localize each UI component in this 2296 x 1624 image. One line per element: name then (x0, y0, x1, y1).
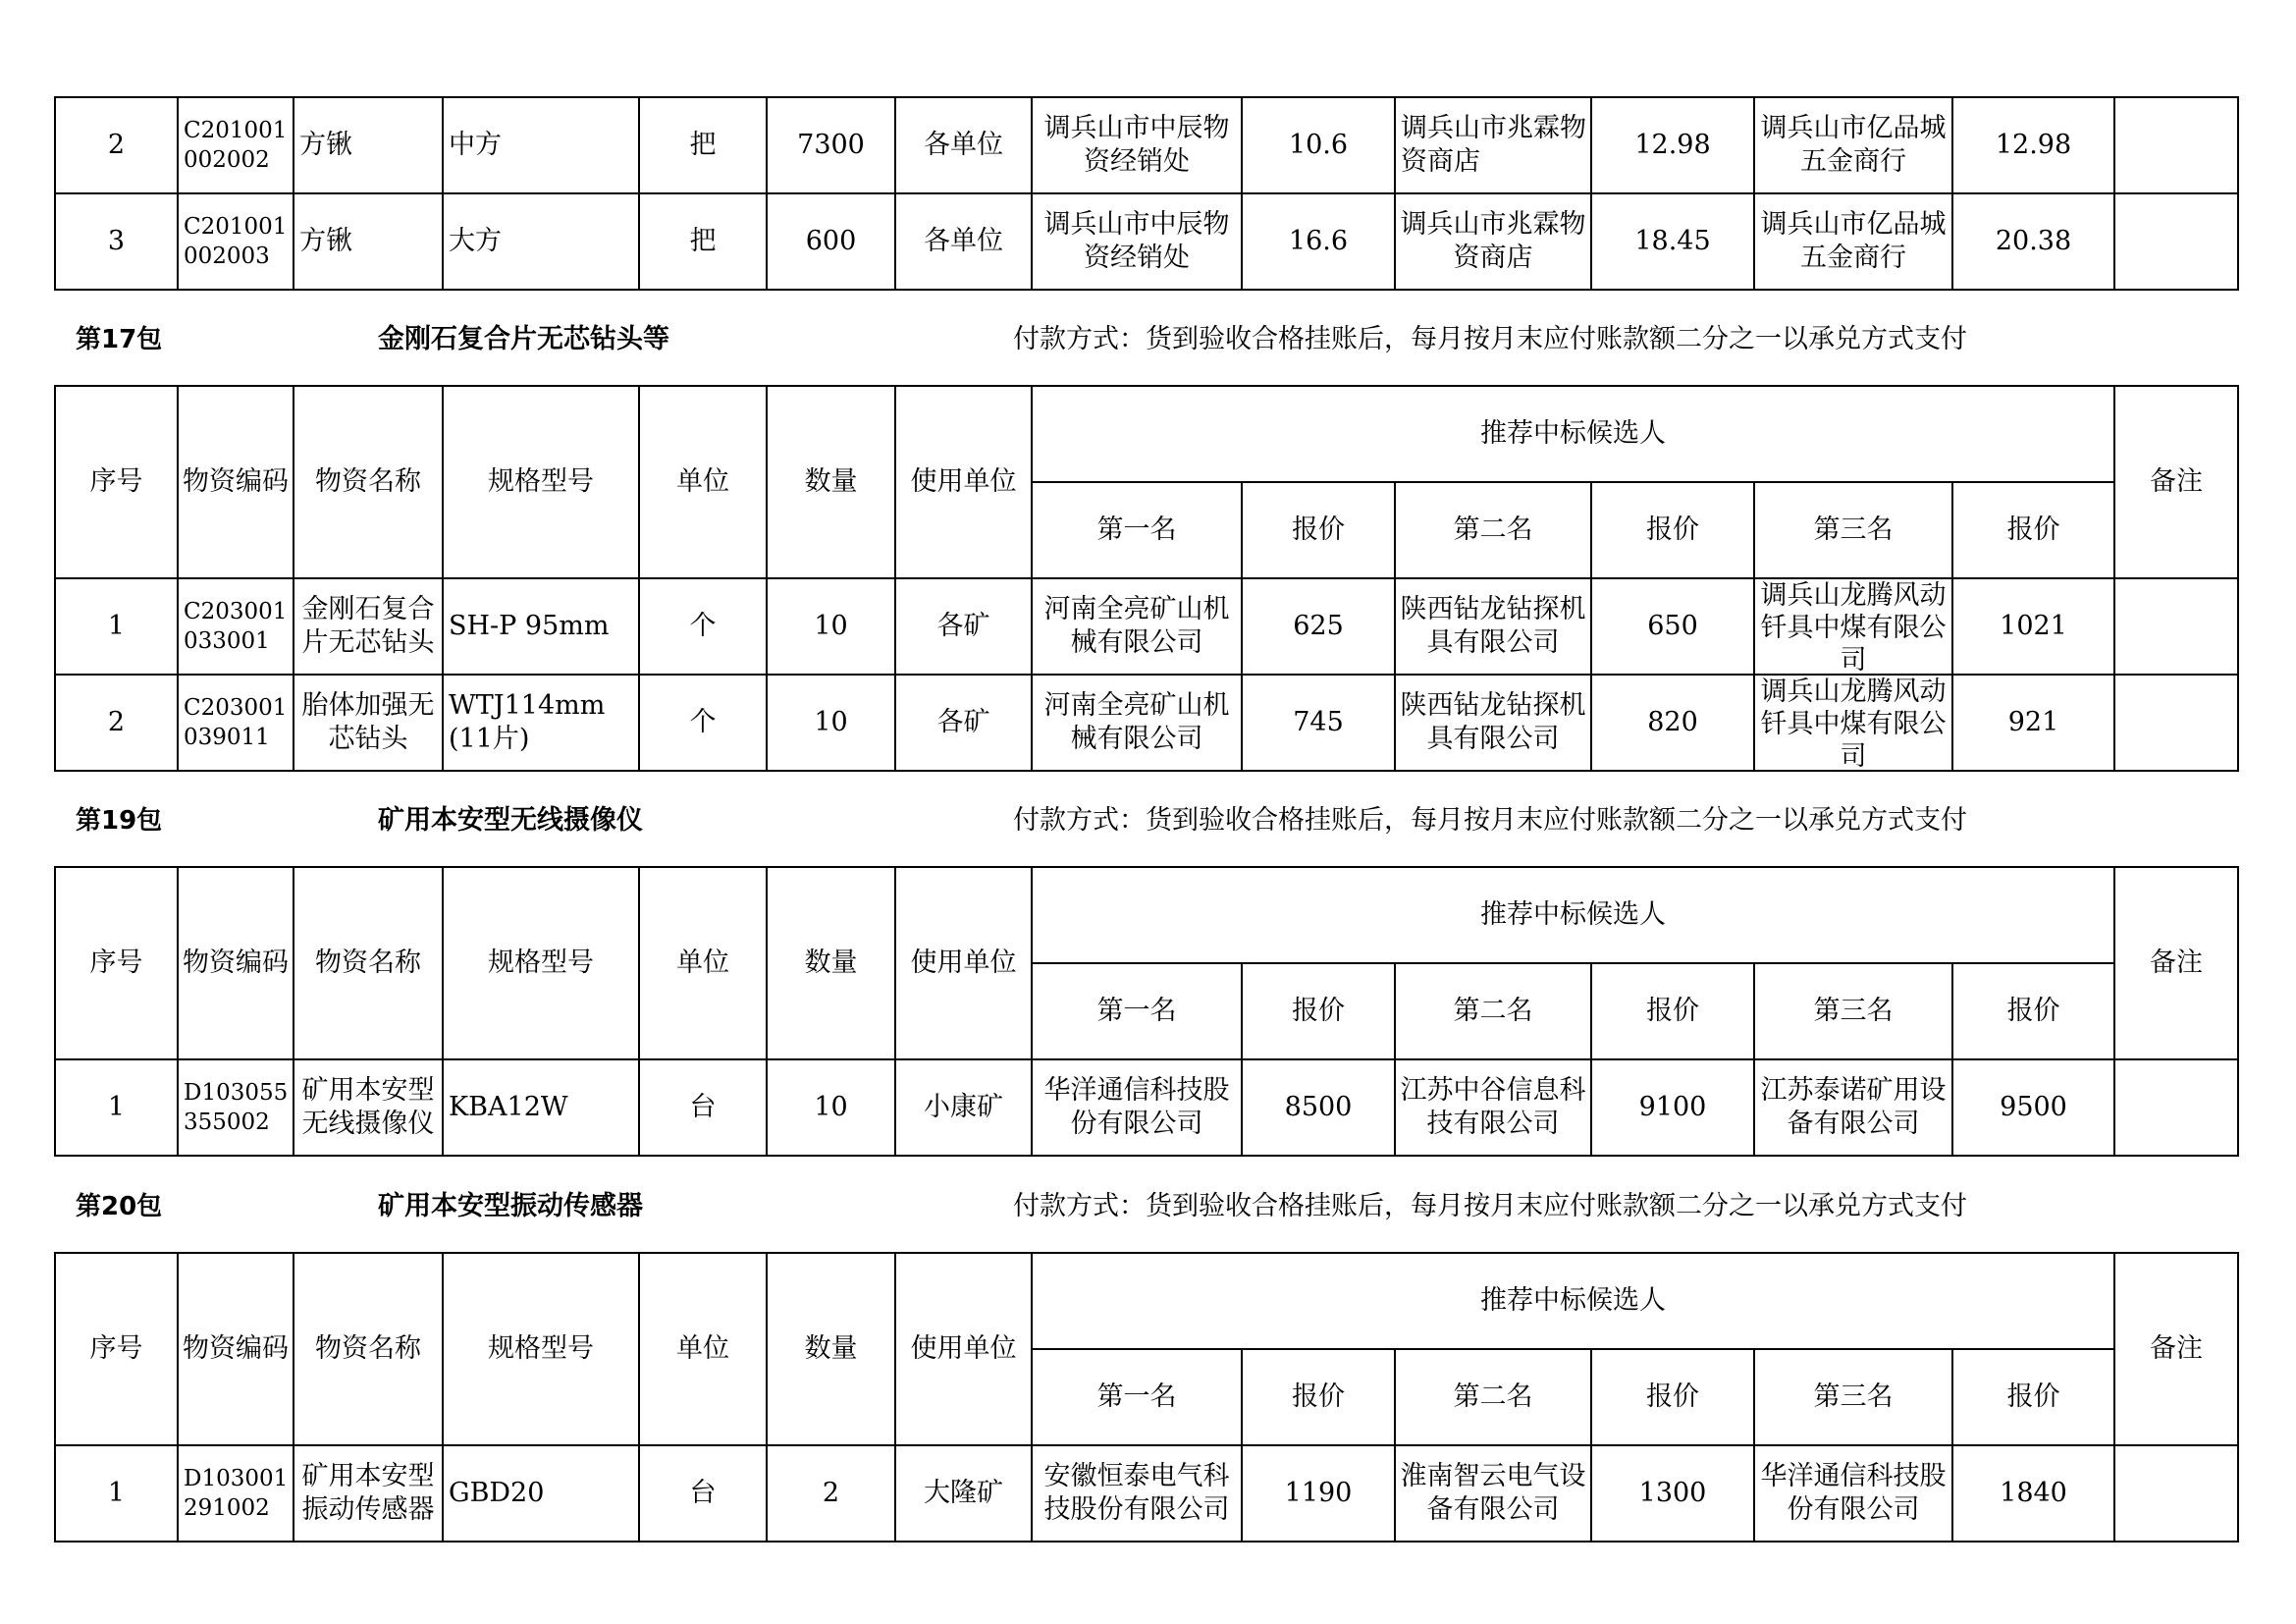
price-cell: 9500 (1952, 1059, 2114, 1156)
header-unit: 单位 (639, 386, 767, 578)
dept-cell: 各矿 (895, 675, 1032, 771)
table-row (55, 97, 2238, 193)
third-candidate-cell: 调兵山市亿品城五金商行 (1754, 193, 1952, 290)
second-candidate-cell: 调兵山市兆霖物资商店 (1395, 193, 1591, 290)
price-cell: 16.6 (1242, 193, 1395, 290)
package-table (54, 866, 2239, 1157)
package-number: 第20包 (76, 1192, 163, 1221)
spec-cell: WTJ114mm (11片) (443, 675, 639, 771)
table-header-row (55, 1253, 2238, 1349)
qty-cell: 10 (767, 578, 895, 675)
header-qty: 数量 (767, 1253, 895, 1445)
price-cell: 650 (1591, 578, 1754, 675)
second-candidate-cell: 陕西钻龙钻探机具有限公司 (1395, 675, 1591, 771)
item-name-cell: 矿用本安型振动传感器 (294, 1445, 443, 1542)
table-row (55, 578, 2238, 675)
header-price: 报价 (1591, 1349, 1754, 1445)
header-price: 报价 (1242, 963, 1395, 1059)
header-name: 物资名称 (294, 867, 443, 1059)
header-first: 第一名 (1032, 1349, 1242, 1445)
price-cell: 921 (1952, 675, 2114, 771)
item-name-cell: 胎体加强无芯钻头 (294, 675, 443, 771)
header-seq: 序号 (55, 867, 178, 1059)
header-remark: 备注 (2114, 867, 2238, 1059)
code-cell: D103001291002 (178, 1445, 294, 1542)
first-candidate-cell: 调兵山市中辰物资经销处 (1032, 97, 1242, 193)
header-recommended: 推荐中标候选人 (1032, 867, 2114, 963)
second-candidate-cell: 淮南智云电气设备有限公司 (1395, 1445, 1591, 1542)
item-name-cell: 矿用本安型无线摄像仪 (294, 1059, 443, 1156)
package-table (54, 1252, 2239, 1543)
item-name-cell: 金刚石复合片无芯钻头 (294, 578, 443, 675)
unit-cell: 个 (639, 675, 767, 771)
first-candidate-cell: 调兵山市中辰物资经销处 (1032, 193, 1242, 290)
price-cell: 1300 (1591, 1445, 1754, 1542)
remark-cell (2114, 1059, 2238, 1156)
remark-cell (2114, 1445, 2238, 1542)
header-dept: 使用单位 (895, 1253, 1032, 1445)
header-name: 物资名称 (294, 1253, 443, 1445)
header-third: 第三名 (1754, 1349, 1952, 1445)
unit-cell: 把 (639, 193, 767, 290)
dept-cell: 小康矿 (895, 1059, 1032, 1156)
spec-cell: 中方 (443, 97, 639, 193)
spec-cell: GBD20 (443, 1445, 639, 1542)
price-cell: 12.98 (1952, 97, 2114, 193)
header-unit: 单位 (639, 1253, 767, 1445)
header-second: 第二名 (1395, 963, 1591, 1059)
package-table (54, 385, 2239, 772)
header-seq: 序号 (55, 1253, 178, 1445)
remark-cell (2114, 97, 2238, 193)
table-top (54, 96, 2239, 291)
unit-cell: 台 (639, 1059, 767, 1156)
header-price: 报价 (1591, 482, 1754, 578)
unit-cell: 个 (639, 578, 767, 675)
seq-cell: 1 (55, 1445, 178, 1542)
seq-cell: 1 (55, 578, 178, 675)
third-candidate-text: 调兵山龙腾风动钎具中煤有限公司 (1760, 677, 1947, 770)
header-code: 物资编码 (178, 1253, 294, 1445)
spec-cell: KBA12W (443, 1059, 639, 1156)
package-number: 第17包 (76, 325, 163, 354)
second-candidate-cell: 调兵山市兆霖物资商店 (1395, 97, 1591, 193)
header-third: 第三名 (1754, 482, 1952, 578)
header-second: 第二名 (1395, 482, 1591, 578)
table-row (55, 675, 2238, 771)
code-cell: C201001002003 (178, 193, 294, 290)
package-name: 矿用本安型无线摄像仪 (378, 805, 643, 836)
dept-cell: 各单位 (895, 193, 1032, 290)
table-row (55, 1059, 2238, 1156)
second-candidate-cell: 陕西钻龙钻探机具有限公司 (1395, 578, 1591, 675)
header-price: 报价 (1242, 1349, 1395, 1445)
first-candidate-cell: 河南全亮矿山机械有限公司 (1032, 675, 1242, 771)
header-qty: 数量 (767, 386, 895, 578)
qty-cell: 10 (767, 1059, 895, 1156)
header-spec: 规格型号 (443, 867, 639, 1059)
item-name-cell: 方锹 (294, 97, 443, 193)
table-header-row (55, 867, 2238, 963)
header-remark: 备注 (2114, 1253, 2238, 1445)
code-cell: C203001039011 (178, 675, 294, 771)
code-cell: C201001002002 (178, 97, 294, 193)
code-cell: C203001033001 (178, 578, 294, 675)
price-cell: 8500 (1242, 1059, 1395, 1156)
third-candidate-cell: 华洋通信科技股份有限公司 (1754, 1445, 1952, 1542)
payment-terms: 付款方式：货到验收合格挂账后，每月按月末应付账款额二分之一以承兑方式支付 (1013, 1191, 1967, 1221)
table-header-row (55, 386, 2238, 482)
item-name-cell: 方锹 (294, 193, 443, 290)
package-name: 矿用本安型振动传感器 (378, 1191, 643, 1221)
package-header (0, 1187, 2296, 1226)
header-dept: 使用单位 (895, 386, 1032, 578)
header-second: 第二名 (1395, 1349, 1591, 1445)
dept-cell: 大隆矿 (895, 1445, 1032, 1542)
seq-cell: 2 (55, 97, 178, 193)
header-spec: 规格型号 (443, 386, 639, 578)
qty-cell: 10 (767, 675, 895, 771)
first-candidate-cell: 河南全亮矿山机械有限公司 (1032, 578, 1242, 675)
payment-terms: 付款方式：货到验收合格挂账后，每月按月末应付账款额二分之一以承兑方式支付 (1013, 324, 1967, 354)
header-price: 报价 (1952, 963, 2114, 1059)
code-cell: D103055355002 (178, 1059, 294, 1156)
price-cell: 820 (1591, 675, 1754, 771)
unit-cell: 台 (639, 1445, 767, 1542)
price-cell: 9100 (1591, 1059, 1754, 1156)
seq-cell: 3 (55, 193, 178, 290)
spec-cell: 大方 (443, 193, 639, 290)
header-remark: 备注 (2114, 386, 2238, 578)
price-cell: 1840 (1952, 1445, 2114, 1542)
header-price: 报价 (1591, 963, 1754, 1059)
header-code: 物资编码 (178, 867, 294, 1059)
qty-cell: 7300 (767, 97, 895, 193)
table-row (55, 193, 2238, 290)
price-cell: 18.45 (1591, 193, 1754, 290)
header-price: 报价 (1952, 482, 2114, 578)
header-dept: 使用单位 (895, 867, 1032, 1059)
header-spec: 规格型号 (443, 1253, 639, 1445)
header-price: 报价 (1952, 1349, 2114, 1445)
qty-cell: 600 (767, 193, 895, 290)
header-recommended: 推荐中标候选人 (1032, 386, 2114, 482)
remark-cell (2114, 578, 2238, 675)
first-candidate-cell: 华洋通信科技股份有限公司 (1032, 1059, 1242, 1156)
third-candidate-cell: 调兵山市亿品城五金商行 (1754, 97, 1952, 193)
spec-cell: SH-P 95mm (443, 578, 639, 675)
third-candidate-cell (1754, 675, 1952, 771)
dept-cell: 各矿 (895, 578, 1032, 675)
remark-cell (2114, 675, 2238, 771)
table-row (55, 1445, 2238, 1542)
header-name: 物资名称 (294, 386, 443, 578)
payment-terms: 付款方式：货到验收合格挂账后，每月按月末应付账款额二分之一以承兑方式支付 (1013, 805, 1967, 836)
header-first: 第一名 (1032, 482, 1242, 578)
price-cell: 625 (1242, 578, 1395, 675)
price-cell: 20.38 (1952, 193, 2114, 290)
third-candidate-cell: 江苏泰诺矿用设备有限公司 (1754, 1059, 1952, 1156)
price-cell: 10.6 (1242, 97, 1395, 193)
remark-cell (2114, 193, 2238, 290)
header-unit: 单位 (639, 867, 767, 1059)
header-first: 第一名 (1032, 963, 1242, 1059)
first-candidate-cell: 安徽恒泰电气科技股份有限公司 (1032, 1445, 1242, 1542)
price-cell: 745 (1242, 675, 1395, 771)
package-number: 第19包 (76, 806, 163, 836)
second-candidate-cell: 江苏中谷信息科技有限公司 (1395, 1059, 1591, 1156)
header-seq: 序号 (55, 386, 178, 578)
header-qty: 数量 (767, 867, 895, 1059)
seq-cell: 2 (55, 675, 178, 771)
header-third: 第三名 (1754, 963, 1952, 1059)
unit-cell: 把 (639, 97, 767, 193)
third-candidate-text: 调兵山龙腾风动钎具中煤有限公司 (1760, 580, 1947, 674)
price-cell: 12.98 (1591, 97, 1754, 193)
header-code: 物资编码 (178, 386, 294, 578)
dept-cell: 各单位 (895, 97, 1032, 193)
price-cell: 1021 (1952, 578, 2114, 675)
package-header (0, 320, 2296, 359)
package-name: 金刚石复合片无芯钻头等 (378, 324, 669, 354)
third-candidate-cell (1754, 578, 1952, 675)
header-price: 报价 (1242, 482, 1395, 578)
header-recommended: 推荐中标候选人 (1032, 1253, 2114, 1349)
qty-cell: 2 (767, 1445, 895, 1542)
package-header (0, 801, 2296, 840)
price-cell: 1190 (1242, 1445, 1395, 1542)
seq-cell: 1 (55, 1059, 178, 1156)
